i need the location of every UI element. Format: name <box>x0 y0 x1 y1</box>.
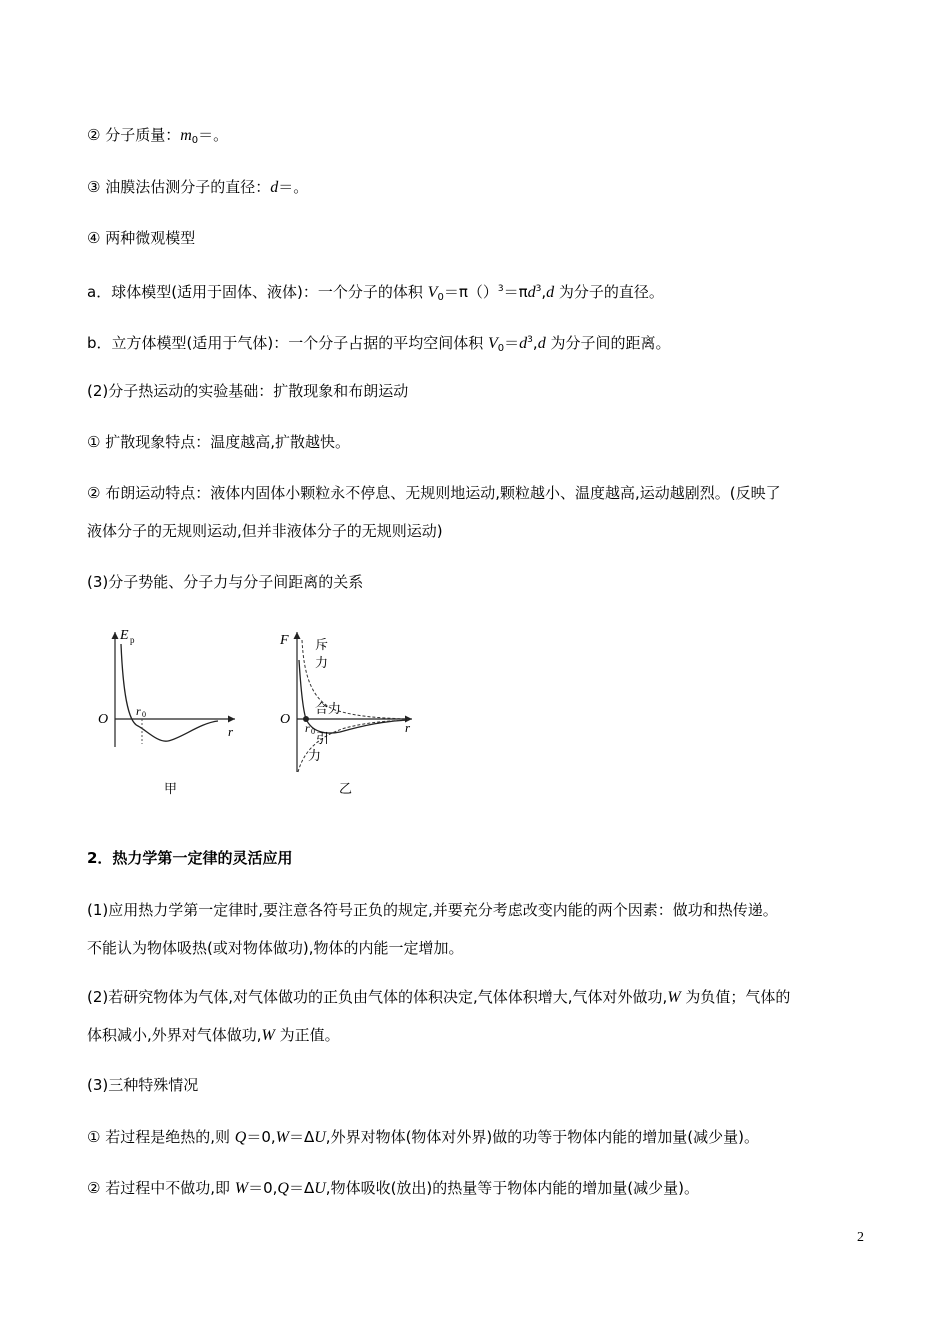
ep-y-label-sub: p <box>130 635 135 645</box>
molecule-mass-line: ② 分子质量：$m_0=$。 <box>87 126 229 146</box>
ep-curve <box>121 644 218 741</box>
molecular-force-graph <box>279 632 412 797</box>
diffusion-line: ① 扩散现象特点：温度越高,扩散越快。 <box>87 433 350 451</box>
repulsion-label-2: 力 <box>315 656 329 671</box>
potential-energy-graph <box>98 628 235 797</box>
first-law-line-1: (1)应用热力学第一定律时,要注意各符号正负的规定,并要充分考虑改变内能的两个因素：做功和热传递。 <box>87 901 778 919</box>
cube-model-line: b．立方体模型(适用于气体)：一个分子占据的平均空间体积 $V_0=d^3,d$ 为分子间的距离。 <box>87 334 671 354</box>
ep-r0: r <box>136 704 141 718</box>
section-heading: 2．热力学第一定律的灵活应用 <box>87 849 293 867</box>
f-caption: 乙 <box>339 782 353 797</box>
two-models-line: ④ 两种微观模型 <box>87 229 196 247</box>
no-work-case-line: ② 若过程中不做功,即 W＝0,Q＝ΔU,物体吸收(放出)的热量等于物体内能的增加量(减少量)。 <box>87 1179 699 1197</box>
net-force-label: 合力 <box>315 702 342 717</box>
ep-r0-sub: 0 <box>142 710 146 719</box>
special-cases-heading: (3)三种特殊情况 <box>87 1076 199 1094</box>
molecular-force-figure <box>90 622 430 802</box>
f-r0: r <box>305 721 310 735</box>
brownian-line-2: 液体分子的无规则运动,但并非液体分子的无规则运动) <box>87 522 443 540</box>
gas-work-line-1: (2)若研究物体为气体,对气体做功的正负由气体的体积决定,气体体积增大,气体对外做功,W 为负值；气体的 <box>87 988 791 1006</box>
attraction-label-1: 引 <box>316 732 330 747</box>
ep-x-label: r <box>228 724 234 739</box>
m-sub: 0 <box>191 135 199 146</box>
f-x-label: r <box>405 720 411 735</box>
page-number: 2 <box>857 1230 864 1245</box>
sphere-model-line: a．球体模型(适用于固体、液体)：一个分子的体积 $V_0=\pi()^3=\pi d^3,d$ 为分子的直径。 <box>87 283 664 303</box>
thermal-motion-heading: (2)分子热运动的实验基础：扩散现象和布朗运动 <box>87 382 409 400</box>
potential-force-heading: (3)分子势能、分子力与分子间距离的关系 <box>87 573 364 591</box>
repulsion-label-1: 斥 <box>315 638 329 653</box>
first-law-line-2: 不能认为物体吸热(或对物体做功),物体的内能一定增加。 <box>87 939 464 957</box>
m-var: m <box>180 127 192 144</box>
d-var: d <box>270 179 279 196</box>
f-y-label: F <box>280 633 289 648</box>
ep-origin: O <box>98 712 109 727</box>
brownian-line-1: ② 布朗运动特点：液体内固体小颗粒永不停息、无规则地运动,颗粒越小、温度越高,运动越剧烈。(反映了 <box>87 484 781 502</box>
gas-work-line-2: 体积减小,外界对气体做功,W 为正值。 <box>87 1026 340 1044</box>
attraction-label-2: 力 <box>308 749 322 764</box>
ep-caption: 甲 <box>164 782 178 797</box>
adiabatic-case-line: ① 若过程是绝热的,则 Q＝0,W＝ΔU,外界对物体(物体对外界)做的功等于物体内能的增加量(减少量)。 <box>87 1128 759 1146</box>
oil-film-line: ③ 油膜法估测分子的直径：d＝。 <box>87 178 309 196</box>
f-r0-sub: 0 <box>311 727 315 736</box>
f-origin: O <box>280 712 291 727</box>
ep-y-label: E <box>120 628 129 643</box>
